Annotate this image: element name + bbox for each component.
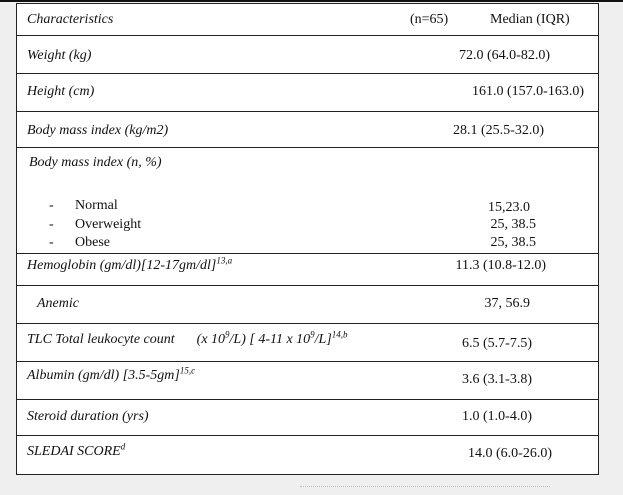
hemoglobin-label-text: Hemoglobin (gm/dl)[12-17gm/dl]: [27, 258, 217, 273]
bmi-normal-item: [49, 198, 118, 214]
bmi-overweight-dash: -: [49, 217, 54, 232]
bmi-value: 28.1 (25.5-32.0): [453, 123, 544, 138]
tlc-label-unit-c: /L]: [314, 332, 332, 347]
bmi-normal-value: 15,23.0: [488, 200, 530, 215]
bmi-group-label: Body mass index (n, %): [29, 155, 162, 170]
tlc-label-unit-a: (x 10: [196, 332, 226, 347]
sledai-ref: d: [120, 441, 126, 452]
bmi-overweight-name: Overweight: [75, 217, 142, 232]
albumin-label-text: Albumin (gm/dl) [3.5-5gm]: [27, 368, 180, 383]
bmi-obese-value: 25, 38.5: [490, 235, 536, 250]
row-anemic: [17, 286, 598, 324]
steroid-value: 1.0 (1.0-4.0): [462, 409, 532, 424]
top-rule: [0, 0, 623, 2]
faint-rule: [300, 486, 550, 491]
bmi-obese-dash: -: [49, 235, 54, 250]
tlc-sup-1: 9: [225, 329, 230, 340]
height-value: 161.0 (157.0-163.0): [472, 84, 584, 99]
hemoglobin-value: 11.3 (10.8-12.0): [455, 258, 546, 273]
row-steroid: [17, 400, 598, 436]
row-bmi-group: [17, 148, 598, 254]
row-albumin: [17, 362, 598, 400]
bmi-normal-name: Normal: [75, 198, 118, 213]
bmi-overweight-value: 25, 38.5: [490, 217, 536, 232]
sledai-value: 14.0 (6.0-26.0): [468, 446, 552, 461]
bmi-overweight-item: [49, 217, 141, 233]
header-n: (n=65): [410, 12, 449, 27]
albumin-ref: 15,c: [179, 365, 196, 376]
tlc-value: 6.5 (5.7-7.5): [462, 336, 532, 351]
tlc-ref: 14,b: [331, 329, 348, 340]
header-median-iqr: Median (IQR): [490, 12, 570, 27]
header-characteristics: Characteristics: [27, 12, 114, 27]
weight-label: Weight (kg): [27, 48, 92, 63]
table-header-row: [17, 4, 598, 36]
anemic-value: 37, 56.9: [484, 296, 530, 311]
bmi-obese-item: [49, 235, 110, 251]
albumin-label: [27, 365, 196, 384]
albumin-value: 3.6 (3.1-3.8): [462, 372, 532, 387]
bmi-label: Body mass index (kg/m2): [27, 123, 169, 138]
sledai-label: [27, 441, 126, 460]
weight-value: 72.0 (64.0-82.0): [459, 48, 550, 63]
hemoglobin-ref: 13,a: [216, 255, 233, 266]
tlc-label-name: TLC Total leukocyte count: [27, 332, 175, 347]
row-tlc: [17, 324, 598, 362]
bmi-obese-name: Obese: [75, 235, 110, 250]
anemic-label: Anemic: [37, 296, 79, 311]
height-label: Height (cm): [27, 84, 95, 99]
row-height: [17, 74, 598, 112]
sledai-label-text: SLEDAI SCORE: [27, 444, 121, 459]
tlc-label: [27, 329, 348, 348]
row-sledai: [17, 436, 598, 474]
hemoglobin-label: [27, 255, 233, 274]
row-hemoglobin: [17, 254, 598, 286]
tlc-sup-2: 9: [310, 329, 315, 340]
steroid-label: Steroid duration (yrs): [27, 409, 149, 424]
characteristics-table: [16, 3, 599, 475]
bmi-normal-dash: -: [49, 198, 54, 213]
tlc-label-unit-b: /L) [ 4-11 x 10: [229, 332, 311, 347]
row-bmi: [17, 112, 598, 148]
row-weight: [17, 36, 598, 74]
